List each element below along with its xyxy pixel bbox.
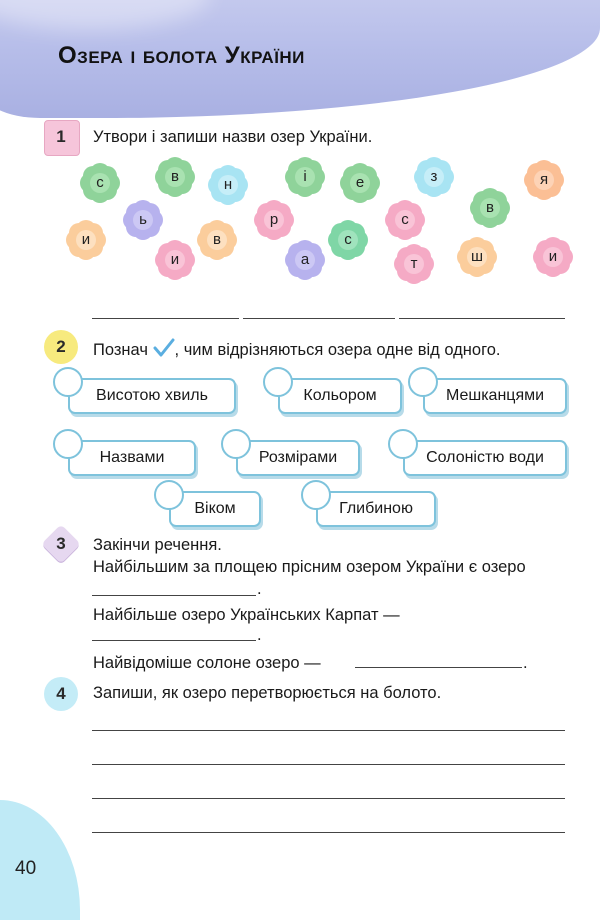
letter-flower bbox=[66, 220, 106, 260]
flower-letter: р bbox=[269, 211, 279, 228]
task-2-text-before: Познач bbox=[93, 341, 148, 359]
task-3-sentence-1: Найбільшим за площею прісним озером України є озеро bbox=[93, 558, 526, 576]
option-inhabitants[interactable]: Мешканцями bbox=[423, 378, 567, 414]
period-mark: . bbox=[257, 580, 262, 598]
period-mark: . bbox=[523, 654, 528, 672]
task-3-answer-3[interactable] bbox=[355, 667, 522, 668]
task-3-sentence-2: Найбільше озеро Українських Карпат — bbox=[93, 606, 400, 624]
page-title: Озера і болота України bbox=[58, 42, 305, 69]
task-3-answer-1[interactable] bbox=[92, 595, 256, 596]
letter-flower bbox=[123, 200, 163, 240]
option-age-checkbox[interactable] bbox=[154, 480, 184, 510]
letter-flower bbox=[80, 163, 120, 203]
task-3-intro: Закінчи речення. bbox=[93, 536, 222, 554]
flower-letter: е bbox=[355, 174, 365, 191]
flower-letter: з bbox=[430, 168, 438, 185]
task-4-badge: 4 bbox=[44, 677, 78, 711]
letter-flower bbox=[414, 157, 454, 197]
task-3-answer-2[interactable] bbox=[92, 640, 256, 641]
letter-flower bbox=[208, 165, 248, 205]
flower-letter: ь bbox=[139, 211, 147, 228]
period-mark: . bbox=[257, 626, 262, 644]
flower-letter: я bbox=[539, 171, 549, 188]
task-2-badge: 2 bbox=[44, 330, 78, 364]
task-4-line-1[interactable] bbox=[92, 730, 565, 731]
letter-flower bbox=[155, 157, 195, 197]
task-3-badge: 3 bbox=[44, 527, 78, 561]
letter-flower bbox=[470, 188, 510, 228]
page-corner bbox=[0, 800, 80, 920]
flower-letter: с bbox=[401, 211, 409, 228]
option-sizes-checkbox[interactable] bbox=[221, 429, 251, 459]
option-depth-checkbox[interactable] bbox=[301, 480, 331, 510]
task-1-text: Утвори і запиши назви озер України. bbox=[93, 128, 373, 146]
answer-line-3[interactable] bbox=[399, 318, 565, 319]
option-wave-height-checkbox[interactable] bbox=[53, 367, 83, 397]
letter-flower bbox=[394, 244, 434, 284]
option-color[interactable]: Кольором bbox=[278, 378, 402, 414]
task-1-badge: 1 bbox=[44, 120, 78, 154]
letter-flower bbox=[328, 220, 368, 260]
option-inhabitants-checkbox[interactable] bbox=[408, 367, 438, 397]
flower-letter: н bbox=[223, 176, 233, 193]
flower-letter: ш bbox=[470, 248, 484, 265]
task-4-line-4[interactable] bbox=[92, 832, 565, 833]
checkmark-icon bbox=[153, 338, 175, 358]
option-sizes[interactable]: Розмірами bbox=[236, 440, 360, 476]
answer-line-1[interactable] bbox=[92, 318, 239, 319]
page-number: 40 bbox=[15, 858, 37, 879]
letter-flower bbox=[340, 163, 380, 203]
banner-shine bbox=[0, 0, 210, 30]
letter-flower bbox=[155, 240, 195, 280]
option-salinity-checkbox[interactable] bbox=[388, 429, 418, 459]
answer-line-2[interactable] bbox=[243, 318, 395, 319]
flower-letter: и bbox=[548, 248, 558, 265]
task-3-sentence-3: Найвідоміше солоне озеро — bbox=[93, 654, 321, 672]
option-names-checkbox[interactable] bbox=[53, 429, 83, 459]
letter-flower bbox=[524, 160, 564, 200]
task-2-text bbox=[93, 338, 501, 360]
task-2-text-after: , чим відрізняються озера одне від одного. bbox=[174, 341, 501, 359]
letter-flower bbox=[285, 157, 325, 197]
task-4-line-3[interactable] bbox=[92, 798, 565, 799]
letter-flower bbox=[385, 200, 425, 240]
flower-letter: в bbox=[213, 231, 221, 248]
task-4-text: Запиши, як озеро перетворюється на болото. bbox=[93, 684, 442, 702]
flower-letter: с bbox=[344, 231, 352, 248]
flower-letter: и bbox=[170, 251, 180, 268]
option-names[interactable]: Назвами bbox=[68, 440, 196, 476]
flower-letter: в bbox=[486, 199, 494, 216]
option-color-checkbox[interactable] bbox=[263, 367, 293, 397]
letter-flower bbox=[533, 237, 573, 277]
flower-letter: а bbox=[300, 251, 310, 268]
option-age[interactable]: Віком bbox=[169, 491, 261, 527]
flower-letter: і bbox=[303, 168, 307, 185]
flower-letter: т bbox=[410, 255, 418, 272]
flower-letter: с bbox=[96, 174, 104, 191]
option-salinity[interactable]: Солоністю води bbox=[403, 440, 567, 476]
option-depth[interactable]: Глибиною bbox=[316, 491, 436, 527]
letter-flower bbox=[457, 237, 497, 277]
letter-flower bbox=[197, 220, 237, 260]
flower-letter: и bbox=[81, 231, 91, 248]
option-wave-height[interactable]: Висотою хвиль bbox=[68, 378, 236, 414]
letter-flower bbox=[285, 240, 325, 280]
letter-flower bbox=[254, 200, 294, 240]
flower-letter: в bbox=[171, 168, 179, 185]
task-4-line-2[interactable] bbox=[92, 764, 565, 765]
